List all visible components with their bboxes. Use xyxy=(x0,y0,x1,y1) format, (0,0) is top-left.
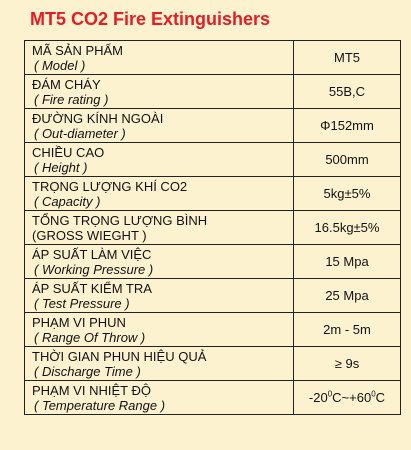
spec-name: THỜI GIAN PHUN HIỆU QUẢ xyxy=(32,348,207,364)
spec-value: 15 Mpa xyxy=(294,245,401,279)
spec-name: PHẠM VI NHIỆT ĐỘ xyxy=(32,382,151,398)
table-row xyxy=(25,177,401,211)
spec-name: ÁP SUẤT KIỂM TRA xyxy=(32,280,152,296)
row-label-cell xyxy=(25,211,294,245)
spec-subtitle: ( Height ) xyxy=(34,159,88,175)
row-label-cell xyxy=(25,279,294,313)
table-row xyxy=(25,279,401,313)
table-row xyxy=(25,211,401,245)
spec-value: 25 Mpa xyxy=(294,279,401,313)
spec-value: 5kg±5% xyxy=(294,177,401,211)
spec-subtitle: ( Working Pressure ) xyxy=(34,261,154,277)
spec-value: 500mm xyxy=(294,143,401,177)
spec-subtitle: ( Test Pressure ) xyxy=(34,295,130,311)
temp-mid: C~+60 xyxy=(332,390,372,405)
spec-value: 55B,C xyxy=(294,75,401,109)
spec-subtitle: ( Temperature Range ) xyxy=(34,397,166,413)
row-label-cell xyxy=(25,143,294,177)
spec-value: Φ152mm xyxy=(294,109,401,143)
temp-min: -20 xyxy=(308,390,328,405)
spec-name: TRỌNG LƯỢNG KHÍ CO2 xyxy=(32,178,188,194)
table-row xyxy=(25,313,401,347)
spec-subtitle: ( Model ) xyxy=(34,57,86,73)
page-title: MT5 CO2 Fire Extinguishers xyxy=(30,9,271,29)
table-row xyxy=(25,143,401,177)
table-row xyxy=(25,245,401,279)
table-row xyxy=(25,381,401,415)
table-row xyxy=(25,109,401,143)
row-label-cell xyxy=(25,245,294,279)
spec-name: MÃ SẢN PHẨM xyxy=(32,42,124,58)
spec-name: TỔNG TRỌNG LƯỢNG BÌNH xyxy=(32,212,208,228)
spec-name: CHIỀU CAO xyxy=(32,144,105,160)
spec-value-temperature xyxy=(294,381,401,415)
table-row xyxy=(25,75,401,109)
row-label-cell xyxy=(25,41,294,75)
spec-subtitle: ( Discharge Time ) xyxy=(34,363,141,379)
table-row xyxy=(25,41,401,75)
spec-subtitle: (GROSS WIEGHT ) xyxy=(32,227,147,243)
spec-subtitle: ( Out-diameter ) xyxy=(34,125,126,141)
table-row xyxy=(25,347,401,381)
spec-subtitle: ( Range Of Throw ) xyxy=(34,329,146,345)
row-label-cell xyxy=(25,75,294,109)
spec-value: 2m - 5m xyxy=(294,313,401,347)
spec-name: ĐƯỜNG KÍNH NGOÀI xyxy=(32,110,164,126)
spec-subtitle: ( Capacity ) xyxy=(34,193,101,209)
row-label-cell xyxy=(25,109,294,143)
row-label-cell xyxy=(25,177,294,211)
spec-name: ĐÁM CHÁY xyxy=(32,76,101,92)
spec-value: MT5 xyxy=(294,41,401,75)
spec-value: ≥ 9s xyxy=(294,347,401,381)
spec-subtitle: ( Fire rating ) xyxy=(34,91,109,107)
temp-unit: C xyxy=(375,390,386,405)
spec-name: ÁP SUẤT LÀM VIỆC xyxy=(32,246,152,262)
row-label-cell xyxy=(25,381,294,415)
spec-table xyxy=(24,40,401,415)
row-label-cell xyxy=(25,347,294,381)
spec-value: 16.5kg±5% xyxy=(294,211,401,245)
degree-sup: 0 xyxy=(371,389,376,399)
row-label-cell xyxy=(25,313,294,347)
spec-name: PHẠM VI PHUN xyxy=(32,314,126,330)
degree-sup: 0 xyxy=(327,389,333,399)
